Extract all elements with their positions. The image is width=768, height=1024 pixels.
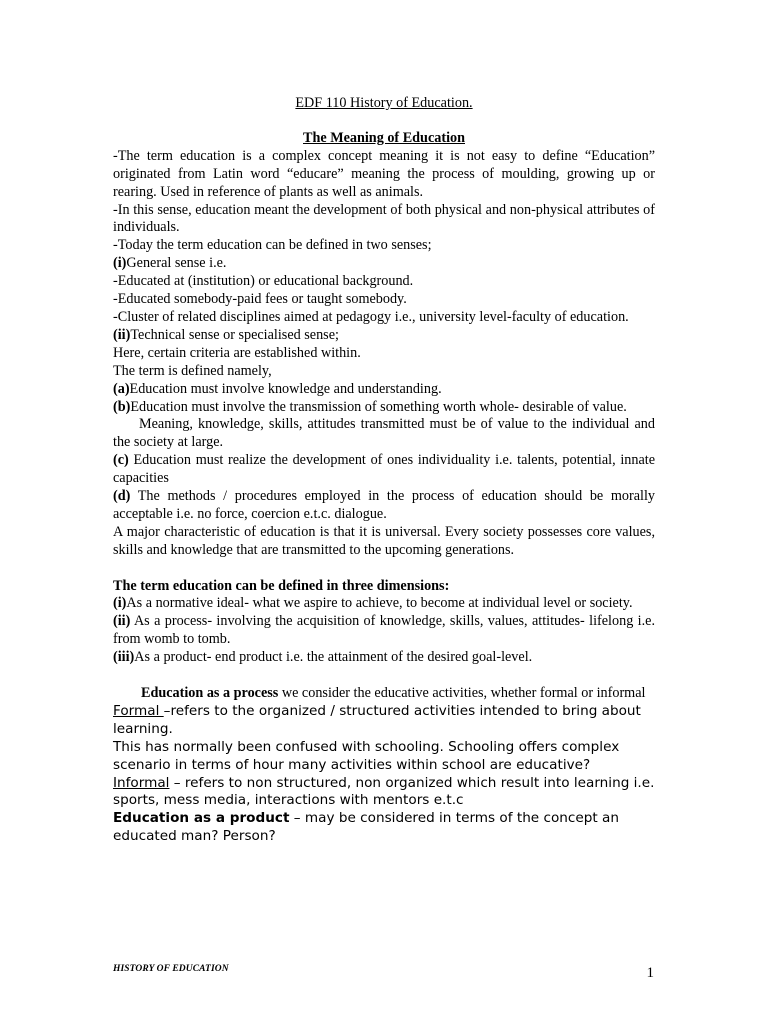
section-heading-text: The Meaning of Education bbox=[303, 129, 465, 146]
list-text: Education must involve knowledge and understanding. bbox=[129, 380, 442, 397]
page-number: 1 bbox=[646, 965, 654, 981]
paragraph: This has normally been confused with schooling. Schooling offers complex scenario in terms of hour many activities within school are educative? bbox=[113, 738, 620, 773]
paragraph: -Today the term education can be defined in two senses; bbox=[113, 237, 432, 254]
spacer bbox=[113, 560, 655, 578]
list-item bbox=[113, 399, 655, 417]
list-label: (iii) bbox=[113, 649, 135, 666]
list-label: (c) bbox=[113, 452, 129, 469]
paragraph bbox=[113, 685, 655, 703]
paragraph: Here, certain criteria are established within. bbox=[113, 344, 361, 361]
paragraph bbox=[113, 703, 655, 739]
spacer bbox=[113, 667, 655, 685]
list-text: Education must realize the development of ones individuality i.e. talents, potential, innate capacities bbox=[113, 452, 655, 487]
paragraph: A major characteristic of education is that it is universal. Every society possesses core values, skills and knowledge that are transmitted to the upcoming generations. bbox=[113, 523, 655, 558]
paragraph bbox=[113, 810, 655, 846]
term-label: Formal bbox=[113, 702, 164, 719]
paragraph: The term is defined namely, bbox=[113, 362, 272, 379]
list-label: (i) bbox=[113, 595, 127, 612]
paragraph: -Educated at (institution) or educational background. bbox=[113, 273, 414, 290]
list-text: Technical sense or specialised sense; bbox=[130, 326, 339, 343]
title-text: EDF 110 History of Education. bbox=[295, 95, 473, 111]
list-item bbox=[113, 452, 655, 488]
list-item bbox=[113, 488, 655, 524]
list-text: General sense i.e. bbox=[126, 255, 227, 272]
inline-heading: Education as a process bbox=[141, 684, 279, 701]
footer-label: HISTORY OF EDUCATION bbox=[113, 964, 229, 974]
document-title bbox=[113, 95, 655, 113]
list-text: As a normative ideal- what we aspire to achieve, to become at individual level or society. bbox=[126, 595, 633, 612]
paragraph-text: we consider the educative activities, whether formal or informal bbox=[278, 684, 646, 701]
paragraph: -In this sense, education meant the development of both physical and non-physical attributes of individuals. bbox=[113, 201, 655, 236]
term-label: Informal bbox=[113, 774, 170, 791]
list-label: (ii) bbox=[113, 613, 131, 630]
list-label: (d) bbox=[113, 488, 131, 505]
list-label: (b) bbox=[113, 398, 131, 415]
paragraph: -The term education is a complex concept meaning it is not easy to define “Education” originated from Latin word “educare” meaning the process of moulding, growing up or rearing. Used in reference of plants as well as animals. bbox=[113, 147, 655, 200]
inline-heading: Education as a product bbox=[113, 810, 290, 827]
list-text: As a product- end product i.e. the attainment of the desired goal-level. bbox=[134, 649, 533, 666]
list-text: Education must involve the transmission of something worth whole- desirable of value. bbox=[130, 398, 627, 415]
paragraph: -Educated somebody-paid fees or taught somebody. bbox=[113, 291, 407, 308]
list-label: (i) bbox=[113, 255, 127, 272]
paragraph-text: – refers to non structured, non organized which result into learning i.e. sports, mess media, interactions with mentors e.t.c bbox=[113, 774, 655, 809]
paragraph bbox=[113, 775, 655, 811]
document-body bbox=[113, 95, 655, 846]
list-item bbox=[113, 255, 655, 273]
paragraph-text: – may be considered in terms of the concept an educated man? Person? bbox=[113, 810, 619, 845]
subheading: The term education can be defined in three dimensions: bbox=[113, 577, 450, 594]
list-item bbox=[113, 649, 655, 667]
list-item bbox=[113, 381, 655, 399]
list-item bbox=[113, 327, 655, 345]
list-text: As a process- involving the acquisition of knowledge, skills, values, attitudes- lifelong i.e. from womb to tomb. bbox=[113, 613, 655, 648]
list-label: (a) bbox=[113, 380, 130, 397]
section-heading bbox=[113, 130, 655, 148]
list-item bbox=[113, 613, 655, 649]
paragraph: -Cluster of related disciplines aimed at pedagogy i.e., university level-faculty of education. bbox=[113, 308, 629, 325]
paragraph-text: –refers to the organized / structured activities intended to bring about learning. bbox=[113, 702, 641, 737]
list-text: The methods / procedures employed in the process of education should be morally acceptable i.e. no force, coercion e.t.c. dialogue. bbox=[113, 488, 655, 522]
list-label: (ii) bbox=[113, 326, 131, 343]
paragraph: Meaning, knowledge, skills, attitudes transmitted must be of value to the individual and the society at large. bbox=[113, 416, 655, 451]
list-item bbox=[113, 595, 655, 613]
